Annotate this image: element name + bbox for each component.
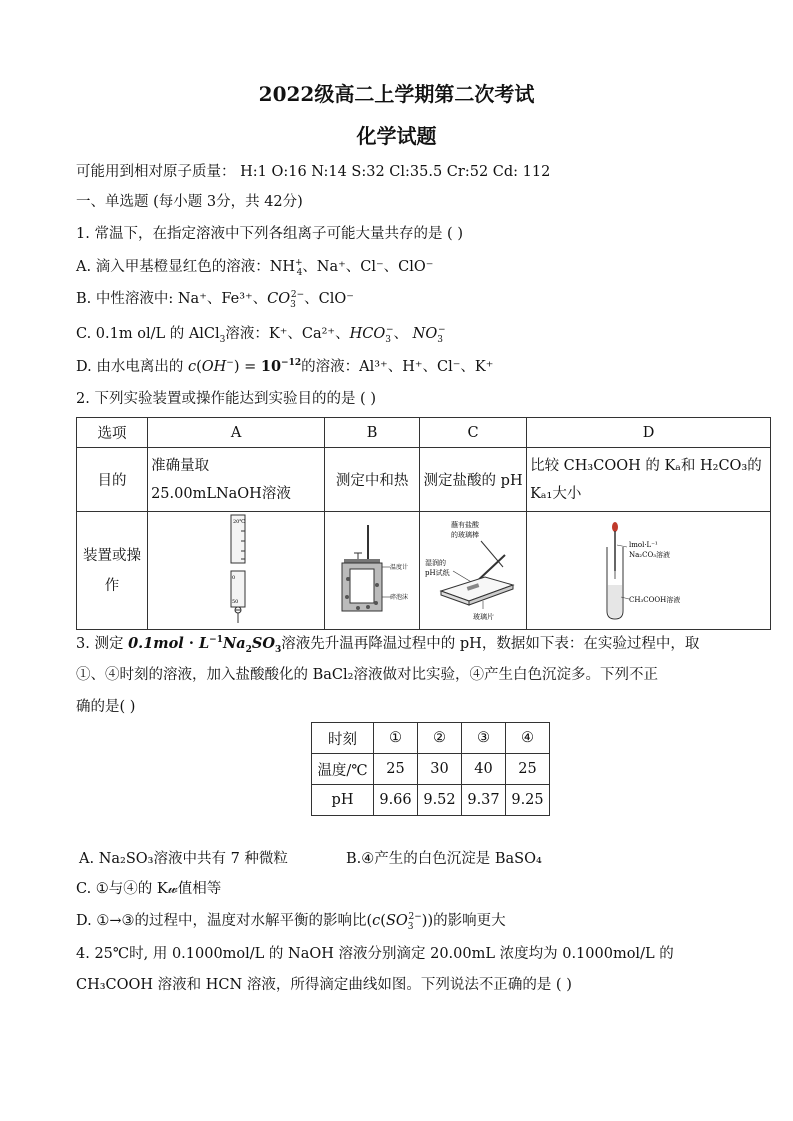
section-heading: 一、单选题 (每小题 3分，共 42分) xyxy=(76,194,303,210)
na2co3-conc-label: lmol·L⁻¹ xyxy=(628,540,658,549)
q3-ph-2: 9.52 xyxy=(418,785,462,816)
q1-stem: 1. 常温下，在指定溶液中下列各组离子可能大量共存的是 ( ) xyxy=(76,226,463,242)
q3-temp-3: 40 xyxy=(462,754,506,785)
q2-head-a: A xyxy=(148,418,325,448)
glass-label: 玻璃片 xyxy=(473,612,495,621)
atomic-masses: 可能用到相对原子质量： H:1 O:16 N:14 S:32 Cl:35.5 Cr:52 Cd: 112 xyxy=(76,164,551,180)
q3-head-time: 时刻 xyxy=(312,723,374,754)
q2-head-option: 选项 xyxy=(77,418,148,448)
q3-stem-line2: ①、④时刻的溶液，加入盐酸酸化的 BaCl₂溶液做对比实验，④产生白色沉淀多。下列不正 xyxy=(76,667,658,683)
ph-paper-illustration xyxy=(423,513,523,625)
q3-head-3: ③ xyxy=(462,723,506,754)
q2-image-c xyxy=(420,512,527,630)
q2-image-a xyxy=(148,512,325,630)
q3-ph-3: 9.37 xyxy=(462,785,506,816)
q2-table xyxy=(76,417,771,630)
q2-purpose-a: 准确量取 25.00mLNaOH溶液 xyxy=(148,448,325,512)
paper-label-1: 湿润的 xyxy=(425,558,447,567)
q3-head-4: ④ xyxy=(506,723,550,754)
rod-label-1: 蘸有盐酸 xyxy=(451,520,480,529)
svg-text:0: 0 xyxy=(232,574,236,581)
q2-device-label: 装置或操作 xyxy=(77,512,148,630)
q3-head-1: ① xyxy=(374,723,418,754)
thermometer-label: 温度计 xyxy=(390,563,409,571)
na2co3-label: Na₂CO₃溶液 xyxy=(628,550,670,559)
burette-illustration xyxy=(151,513,321,625)
q4-line2: CH₃COOH 溶液和 HCN 溶液，所得滴定曲线如图。下列说法不正确的是 ( ) xyxy=(76,977,572,993)
exam-title: 2022级高二上学期第二次考试 xyxy=(258,82,535,106)
calorimeter-illustration xyxy=(328,513,416,625)
q3-ph-label: pH xyxy=(312,785,374,816)
q3-temp-label: 温度/℃ xyxy=(312,754,374,785)
q2-head-d: D xyxy=(527,418,771,448)
q1-option-d: D. 由水电离出的 $c(OH^-) = 10^{-12}$的溶液：Al³⁺、H⁺、Cl⁻、K⁺ xyxy=(76,358,494,375)
q1-option-b: B. 中性溶液中: Na⁺、Fe³⁺、$CO_3^{2-}$、ClO⁻ xyxy=(76,290,354,310)
q4-line1: 4. 25℃时, 用 0.1000mol/L 的 NaOH 溶液分别滴定 20.00mL 浓度均为 0.1000mol/L 的 xyxy=(76,946,674,962)
q3-stem-line3: 确的是( ) xyxy=(76,699,136,715)
foam-label: 碎泡沫 xyxy=(390,593,409,601)
q3-temp-1: 25 xyxy=(374,754,418,785)
test-tube-illustration xyxy=(531,513,767,625)
q2-purpose-c: 测定盐酸的 pH xyxy=(420,448,527,512)
q3-ph-1: 9.66 xyxy=(374,785,418,816)
q2-head-b: B xyxy=(325,418,420,448)
q3-head-2: ② xyxy=(418,723,462,754)
q3-stem-line1: 3. 测定 $0.1mol \cdot L^{-1}Na_2SO_3$溶液先升温再降温过程中的 pH，数据如下表：在实验过程中，取 xyxy=(76,635,700,655)
paper-label-2: pH试纸 xyxy=(425,568,450,577)
q3-option-c: C. ①与④的 K𝓌值相等 xyxy=(76,881,222,897)
q3-temp-2: 30 xyxy=(418,754,462,785)
q3-option-b: B.④产生的白色沉淀是 BaSO₄ xyxy=(346,851,542,867)
q2-head-c: C xyxy=(420,418,527,448)
q3-option-d: D. ①→③的过程中，温度对水解平衡的影响比$(c(SO_3^{2-}))$的影响更大 xyxy=(76,912,506,932)
q3-table xyxy=(311,722,550,816)
svg-text:20℃: 20℃ xyxy=(233,518,246,525)
q3-option-a: A. Na₂SO₃溶液中共有 7 种微粒 xyxy=(79,851,288,867)
exam-subtitle: 化学试题 xyxy=(356,124,437,148)
rod-label-2: 的玻璃棒 xyxy=(451,530,480,539)
q2-purpose-d: 比较 CH₃COOH 的 Kₐ和 H₂CO₃的Kₐ₁大小 xyxy=(527,448,771,512)
q2-image-b xyxy=(325,512,420,630)
q1-option-c: C. 0.1m ol/L 的 AlCl$_3$溶液：K⁺、Ca²⁺、$HCO_3^-$、 $NO_3^-$ xyxy=(76,325,446,345)
q2-image-d xyxy=(527,512,771,630)
q3-ph-4: 9.25 xyxy=(506,785,550,816)
ch3cooh-label: CH₃COOH溶液 xyxy=(628,595,680,604)
q3-temp-4: 25 xyxy=(506,754,550,785)
q2-purpose-b: 测定中和热 xyxy=(325,448,420,512)
q1-option-a: A. 滴入甲基橙显红色的溶液：$NH^+_4$、Na⁺、Cl⁻、ClO⁻ xyxy=(76,258,434,278)
q2-purpose-label: 目的 xyxy=(77,448,148,512)
svg-text:50: 50 xyxy=(232,598,239,605)
q2-stem: 2. 下列实验装置或操作能达到实验目的的是 ( ) xyxy=(76,391,376,407)
